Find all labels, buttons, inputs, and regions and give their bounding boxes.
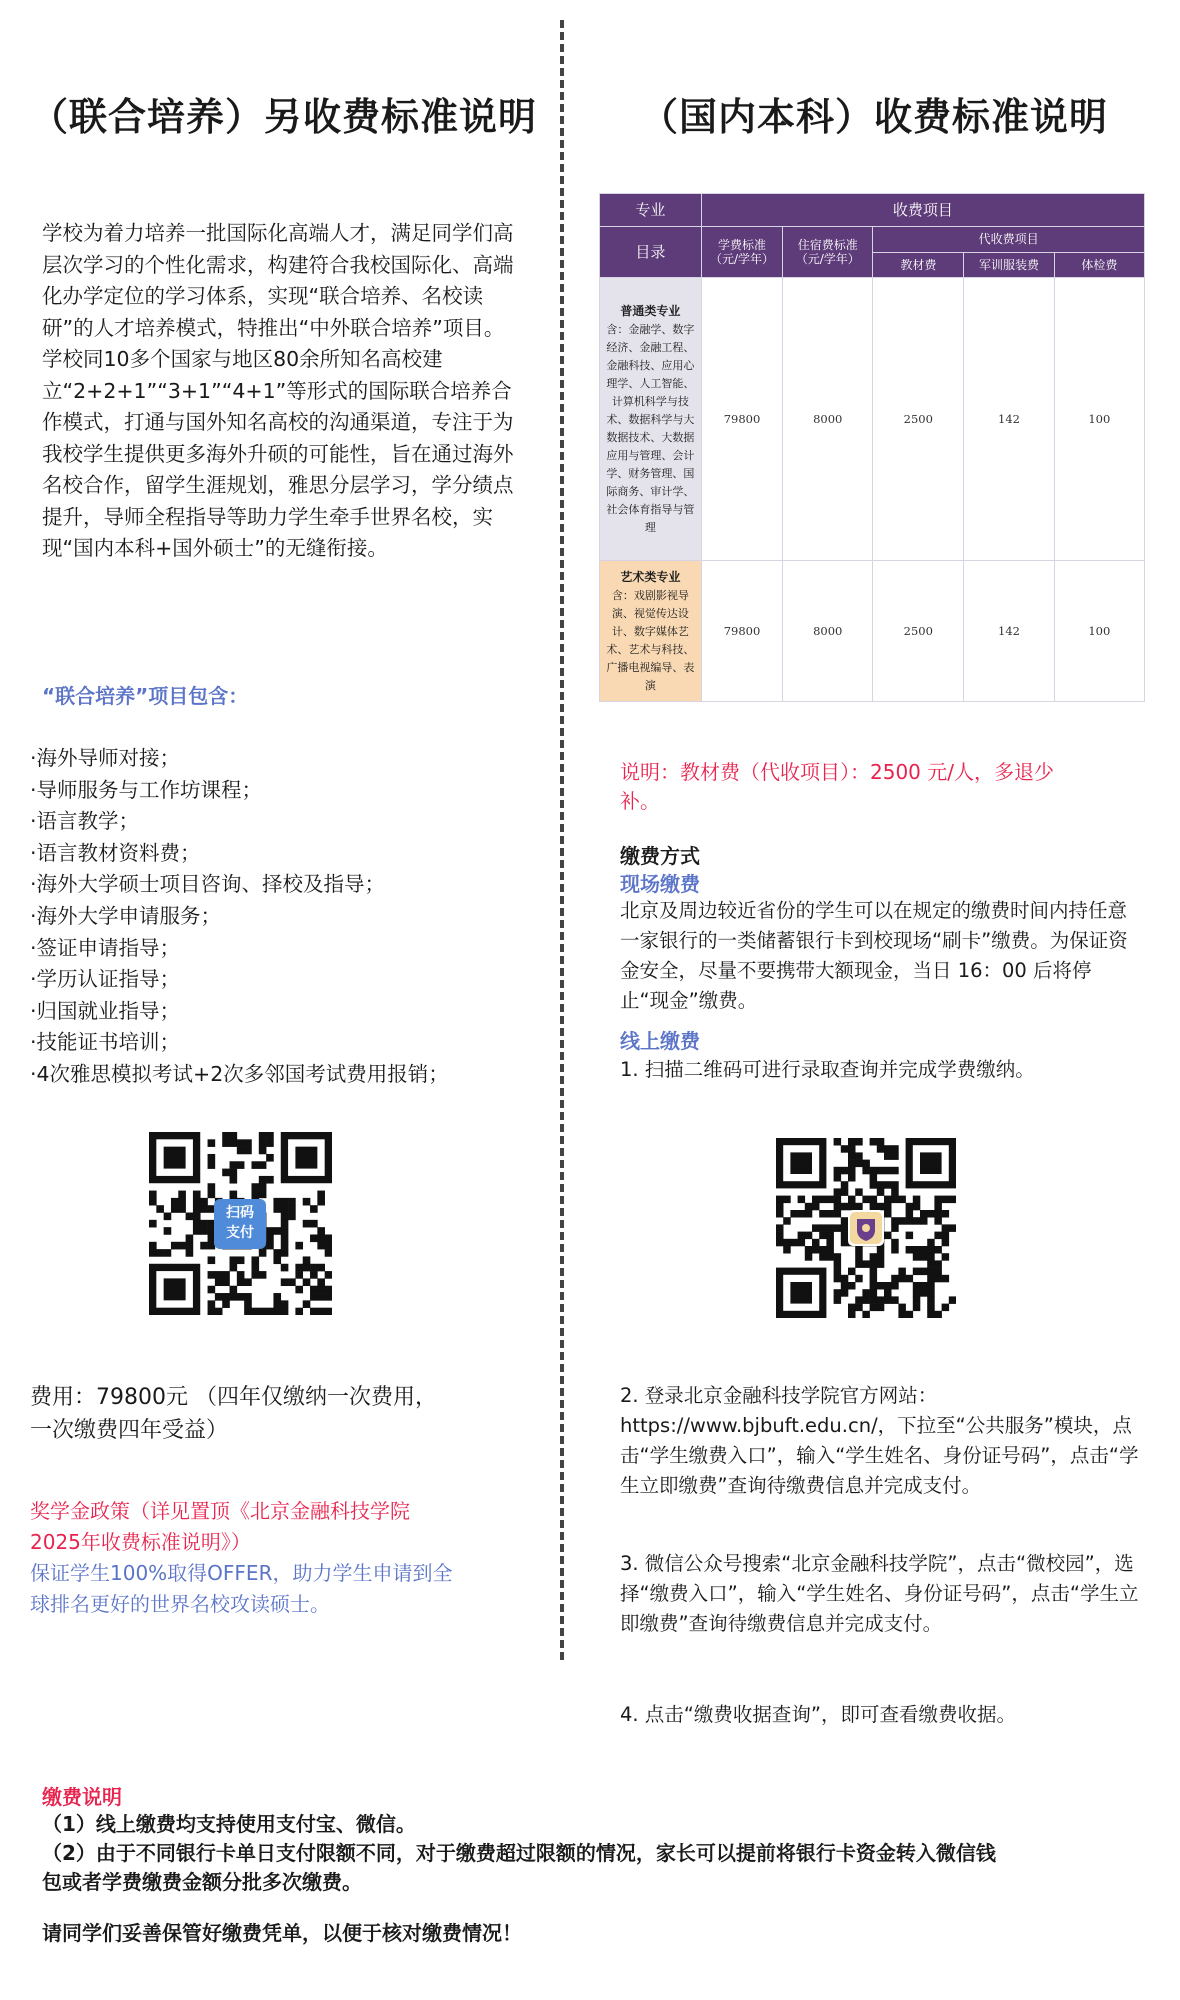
online-payment-heading: 线上缴费 [620, 1029, 700, 1053]
school-shield-icon [848, 1210, 884, 1246]
footer-item-1: （1）线上缴费均支持使用支付宝、微信。 [42, 1812, 416, 1836]
list-item: ·导师服务与工作坊课程； [30, 777, 263, 802]
row-general-category [600, 278, 702, 561]
table-header-collected: 代收费项目 [873, 227, 1145, 253]
row-general-dorm: 8000 [783, 278, 873, 561]
row-general-tuition: 79800 [701, 278, 782, 561]
table-header-medical: 体检费 [1054, 252, 1144, 278]
list-item: ·语言教材资料费； [30, 840, 201, 865]
row-general-uniform: 142 [964, 278, 1054, 561]
program-list [30, 743, 449, 1091]
row-art-desc: 含：戏剧影视导演、视觉传达设计、数字媒体艺术、艺术与科技、广播电视编导、表演 [606, 588, 695, 692]
table-header-items: 收费项目 [701, 194, 1144, 227]
note-line-2: 补。 [620, 789, 660, 813]
intro-paragraph-2: 学校同10多个国家与地区80余所知名高校建立“2+2+1”“3+1”“4+1”等形式的国际联合培养合作模式，打通与国外知名高校的沟通渠道，专注于为我校学生提供更多海外升硕的可能性，旨在通过海外名校合作，留学生涯规划，雅思分层学习，学分绩点提升，导师全程指导等助力学生牵手世界名校，实现“国内本科+国外硕士”的无缝衔接。 [42, 347, 514, 560]
list-item: ·语言教学； [30, 809, 140, 834]
table-header-uniform: 军训服装费 [964, 252, 1054, 278]
list-item: ·归国就业指导； [30, 998, 181, 1023]
row-art-category [600, 561, 702, 702]
row-art-uniform: 142 [964, 561, 1054, 702]
textbook-note [620, 758, 1054, 816]
scan-pay-badge [214, 1199, 266, 1249]
list-item: ·海外大学申请服务； [30, 903, 222, 928]
guarantee-line-2: 球排名更好的世界名校攻读硕士。 [30, 1592, 330, 1616]
scholarship-policy [30, 1496, 410, 1558]
table-header-dorm: 住宿费标准（元/学年） [783, 227, 873, 278]
table-header-books: 教材费 [873, 252, 964, 278]
left-title: （联合培养）另收费标准说明 [30, 95, 538, 139]
onsite-payment-text: 北京及周边较近省份的学生可以在规定的缴费时间内持任意一家银行的一类储蓄银行卡到校现场“刷卡”缴费。为保证资金安全，尽量不要携带大额现金，当日 16：00 后将停止“现金”缴费。 [620, 899, 1128, 1012]
fee-table [599, 193, 1145, 702]
offer-guarantee [30, 1558, 452, 1620]
list-item: ·4次雅思模拟考试+2次多邻国考试费用报销； [30, 1061, 449, 1086]
guarantee-line-1: 保证学生100%取得OFFER，助力学生申请到全 [30, 1561, 453, 1585]
scholarship-line-2: 2025年收费标准说明》） [30, 1530, 251, 1554]
fee-line-2: 一次缴费四年受益） [30, 1418, 229, 1443]
intro-text [42, 218, 522, 565]
payment-methods-heading: 缴费方式 [620, 844, 700, 868]
footer-item-2-line-2: 包或者学费缴费金额分批多次缴费。 [42, 1870, 362, 1894]
list-item: ·海外导师对接； [30, 746, 181, 770]
program-heading: “联合培养”项目包含： [42, 684, 249, 708]
footer-item-2-line-1: （2）由于不同银行卡单日支付限额不同，对于缴费超过限额的情况，家长可以提前将银行卡资金转入微信钱 [42, 1841, 996, 1865]
scan-pay-badge-label: 扫码支付 [226, 1205, 254, 1241]
table-row [600, 278, 1145, 561]
row-art-dorm: 8000 [783, 561, 873, 702]
school-logo-badge [848, 1210, 884, 1246]
row-art-books: 2500 [873, 561, 964, 702]
row-art-name: 艺术类专业 [620, 569, 681, 584]
row-art-tuition: 79800 [701, 561, 782, 702]
footer-reminder: 请同学们妥善保管好缴费凭单，以便于核对缴费情况！ [42, 1921, 522, 1945]
list-item: ·学历认证指导； [30, 967, 181, 992]
note-line-1: 说明：教材费（代收项目）：2500 元/人，多退少 [620, 760, 1054, 784]
footer-heading: 缴费说明 [42, 1785, 122, 1809]
intro-paragraph-1: 学校为着力培养一批国际化高端人才，满足同学们高层次学习的个性化需求，构建符合我校国际化、高端化办学定位的学习体系，实现“联合培养、名校读研”的人才培养模式，特推出“中外联合培养”项目。 [42, 221, 514, 340]
right-title: （国内本科）收费标准说明 [640, 95, 1109, 139]
table-header-major: 专业 [600, 194, 702, 227]
fee-line-1: 费用：79800元 （四年仅缴纳一次费用， [30, 1385, 437, 1410]
table-header-catalog: 目录 [600, 227, 702, 278]
row-art-medical: 100 [1054, 561, 1144, 702]
fee-summary [30, 1381, 437, 1447]
row-general-name: 普通类专业 [620, 303, 681, 318]
online-step-2: 2. 登录北京金融科技学院官方网站：https://www.bjbuft.edu.cn/，下拉至“公共服务”模块，点击“学生缴费入口”，输入“学生姓名、身份证号码”，点击“学生立即缴费”查询待缴费信息并完成支付。 [620, 1384, 1139, 1497]
center-dashed-divider [560, 20, 564, 1660]
footer-notes [42, 1810, 1152, 1897]
row-general-desc: 含：金融学、数字经济、金融工程、金融科技、应用心理学、人工智能、计算机科学与技术、数据科学与大数据技术、大数据应用与管理、会计学、财务管理、国际商务、审计学、社会体育指导与管理 [606, 322, 695, 534]
list-item: ·签证申请指导； [30, 935, 181, 960]
onsite-payment-heading: 现场缴费 [620, 872, 700, 896]
table-header-tuition: 学费标准（元/学年） [701, 227, 782, 278]
online-step-3: 3. 微信公众号搜索“北京金融科技学院”，点击“微校园”，选择“缴费入口”，输入“学生姓名、身份证号码”，点击“学生立即缴费”查询待缴费信息并完成支付。 [620, 1552, 1139, 1635]
online-step-1: 1. 扫描二维码可进行录取查询并完成学费缴纳。 [620, 1058, 1035, 1081]
table-row [600, 561, 1145, 702]
scholarship-line-1: 奖学金政策（详见置顶《北京金融科技学院 [30, 1499, 410, 1523]
list-item: ·技能证书培训； [30, 1030, 181, 1055]
online-step-4: 4. 点击“缴费收据查询”，即可查看缴费收据。 [620, 1703, 1017, 1726]
list-item: ·海外大学硕士项目咨询、择校及指导； [30, 872, 386, 897]
row-general-books: 2500 [873, 278, 964, 561]
row-general-medical: 100 [1054, 278, 1144, 561]
